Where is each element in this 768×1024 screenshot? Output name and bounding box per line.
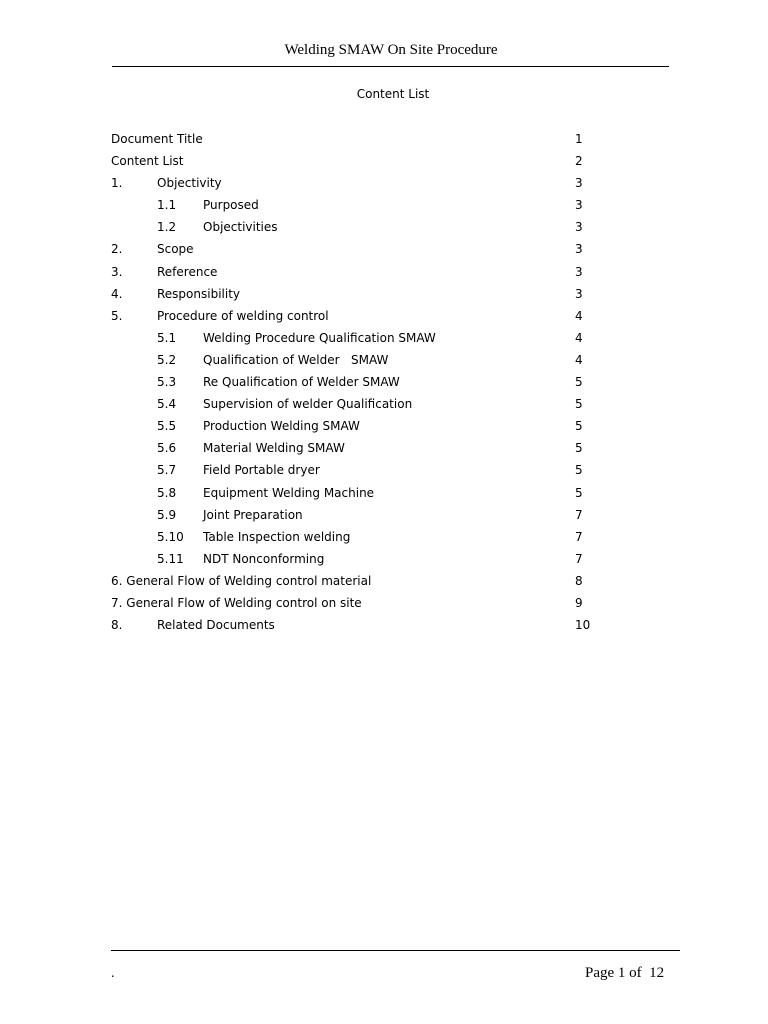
toc-entry <box>0 418 768 440</box>
toc-entry-number: 1.1 <box>157 198 177 213</box>
toc-entry-number: 2. <box>111 242 123 257</box>
toc-entry-title: Re Qualification of Welder SMAW <box>203 375 400 390</box>
header-title: Welding SMAW On Site Procedure <box>284 42 498 58</box>
toc-entry-title: Objectivities <box>203 220 278 235</box>
toc-entry <box>0 308 768 330</box>
toc-entry-page: 5 <box>575 463 583 478</box>
toc-entry <box>0 241 768 263</box>
content-list-heading: Content List <box>356 87 430 101</box>
toc-entry-page: 8 <box>575 573 583 588</box>
toc-entry-title: Joint Preparation <box>203 507 303 522</box>
toc-entry-title: NDT Nonconforming <box>203 551 325 566</box>
toc-entry-number: 5.11 <box>157 551 184 566</box>
toc-entry-number: 3. <box>111 264 123 279</box>
toc-entry-page: 5 <box>575 397 583 412</box>
toc-entry-title: Supervision of welder Qualification <box>203 397 413 412</box>
footer-rule <box>111 950 680 951</box>
toc-entry-title: Document Title <box>111 132 203 146</box>
toc-entry-title: Related Documents <box>157 618 275 633</box>
toc-entry-title: Table Inspection welding <box>203 529 351 544</box>
header-rule-thick <box>112 66 344 67</box>
toc-entry-title: Equipment Welding Machine <box>203 485 375 500</box>
toc-entry <box>0 462 768 484</box>
page-indicator: Page 1 of 12 <box>585 965 665 981</box>
toc-entry <box>0 219 768 241</box>
toc-entry-number: 5.8 <box>157 485 177 500</box>
toc-entry-number: 5.5 <box>157 419 177 434</box>
toc-entry-page: 1 <box>575 132 583 146</box>
toc-entry-title: Responsibility <box>157 286 241 301</box>
toc-entry <box>0 573 768 595</box>
toc-entry <box>0 617 768 639</box>
toc-entry <box>0 396 768 418</box>
toc-entry <box>0 374 768 396</box>
toc-entry <box>0 440 768 462</box>
toc-entry-page: 5 <box>575 485 583 500</box>
toc-entry-page: 9 <box>575 595 583 610</box>
toc-entry-title: Welding Procedure Qualification SMAW <box>203 330 436 345</box>
toc-entry-number: 1. <box>111 176 123 191</box>
toc-entry <box>0 551 768 573</box>
toc-entry-page: 3 <box>575 242 583 257</box>
toc-entry <box>0 595 768 617</box>
toc-entry-title: Qualification of Welder SMAW <box>203 352 389 367</box>
toc-entry-number: 5. <box>111 308 123 323</box>
toc-entry-title: Production Welding SMAW <box>203 419 360 434</box>
toc-entry-page: 4 <box>575 308 583 323</box>
toc-entry-page: 3 <box>575 286 583 301</box>
toc-entry-page: 4 <box>575 330 583 345</box>
toc-entry-title: Reference <box>157 264 218 279</box>
toc-entry-page: 7 <box>575 507 583 522</box>
toc-entry <box>0 286 768 308</box>
toc-entry-number: 5.4 <box>157 397 177 412</box>
toc-entry-page: 3 <box>575 220 583 235</box>
toc-entry <box>0 507 768 529</box>
toc-entry-number: 5.2 <box>157 352 177 367</box>
toc-entry-title: Purposed <box>203 198 259 213</box>
table-of-contents <box>0 131 768 639</box>
toc-entry <box>0 153 768 175</box>
toc-entry-number: 5.6 <box>157 441 177 456</box>
toc-entry-page: 7 <box>575 529 583 544</box>
toc-entry-title: Material Welding SMAW <box>203 441 345 456</box>
toc-entry-number: 5.9 <box>157 507 177 522</box>
toc-entry-title: 6. General Flow of Welding control material <box>111 573 372 588</box>
toc-entry <box>0 197 768 219</box>
toc-entry-number: 8. <box>111 618 123 633</box>
toc-entry-page: 3 <box>575 176 583 191</box>
footer-mark: . <box>111 966 115 981</box>
toc-entry-title: Content List <box>111 154 184 169</box>
toc-entry-title: Procedure of welding control <box>157 308 329 323</box>
toc-entry-page: 2 <box>575 154 583 169</box>
toc-entry-number: 5.3 <box>157 375 177 390</box>
toc-entry <box>0 131 768 153</box>
toc-entry <box>0 330 768 352</box>
toc-entry-title: Scope <box>157 242 194 257</box>
toc-entry-title: Field Portable dryer <box>203 463 320 478</box>
toc-entry-page: 5 <box>575 419 583 434</box>
toc-entry <box>0 485 768 507</box>
toc-entry-page: 5 <box>575 375 583 390</box>
toc-entry-page: 4 <box>575 352 583 367</box>
toc-entry-number: 5.10 <box>157 529 184 544</box>
toc-entry-number: 4. <box>111 286 123 301</box>
toc-entry <box>0 175 768 197</box>
toc-entry <box>0 352 768 374</box>
toc-entry-page: 7 <box>575 551 583 566</box>
toc-entry <box>0 529 768 551</box>
toc-entry-page: 3 <box>575 198 583 213</box>
header-rule-thin <box>344 66 669 67</box>
toc-entry-page: 5 <box>575 441 583 456</box>
toc-entry-title: 7. General Flow of Welding control on site <box>111 595 362 610</box>
toc-entry-number: 5.7 <box>157 463 177 478</box>
toc-entry-title: Objectivity <box>157 176 222 191</box>
toc-entry-page: 3 <box>575 264 583 279</box>
toc-entry <box>0 264 768 286</box>
toc-entry-page: 10 <box>575 618 591 633</box>
toc-entry-number: 5.1 <box>157 330 177 345</box>
toc-entry-number: 1.2 <box>157 220 177 235</box>
